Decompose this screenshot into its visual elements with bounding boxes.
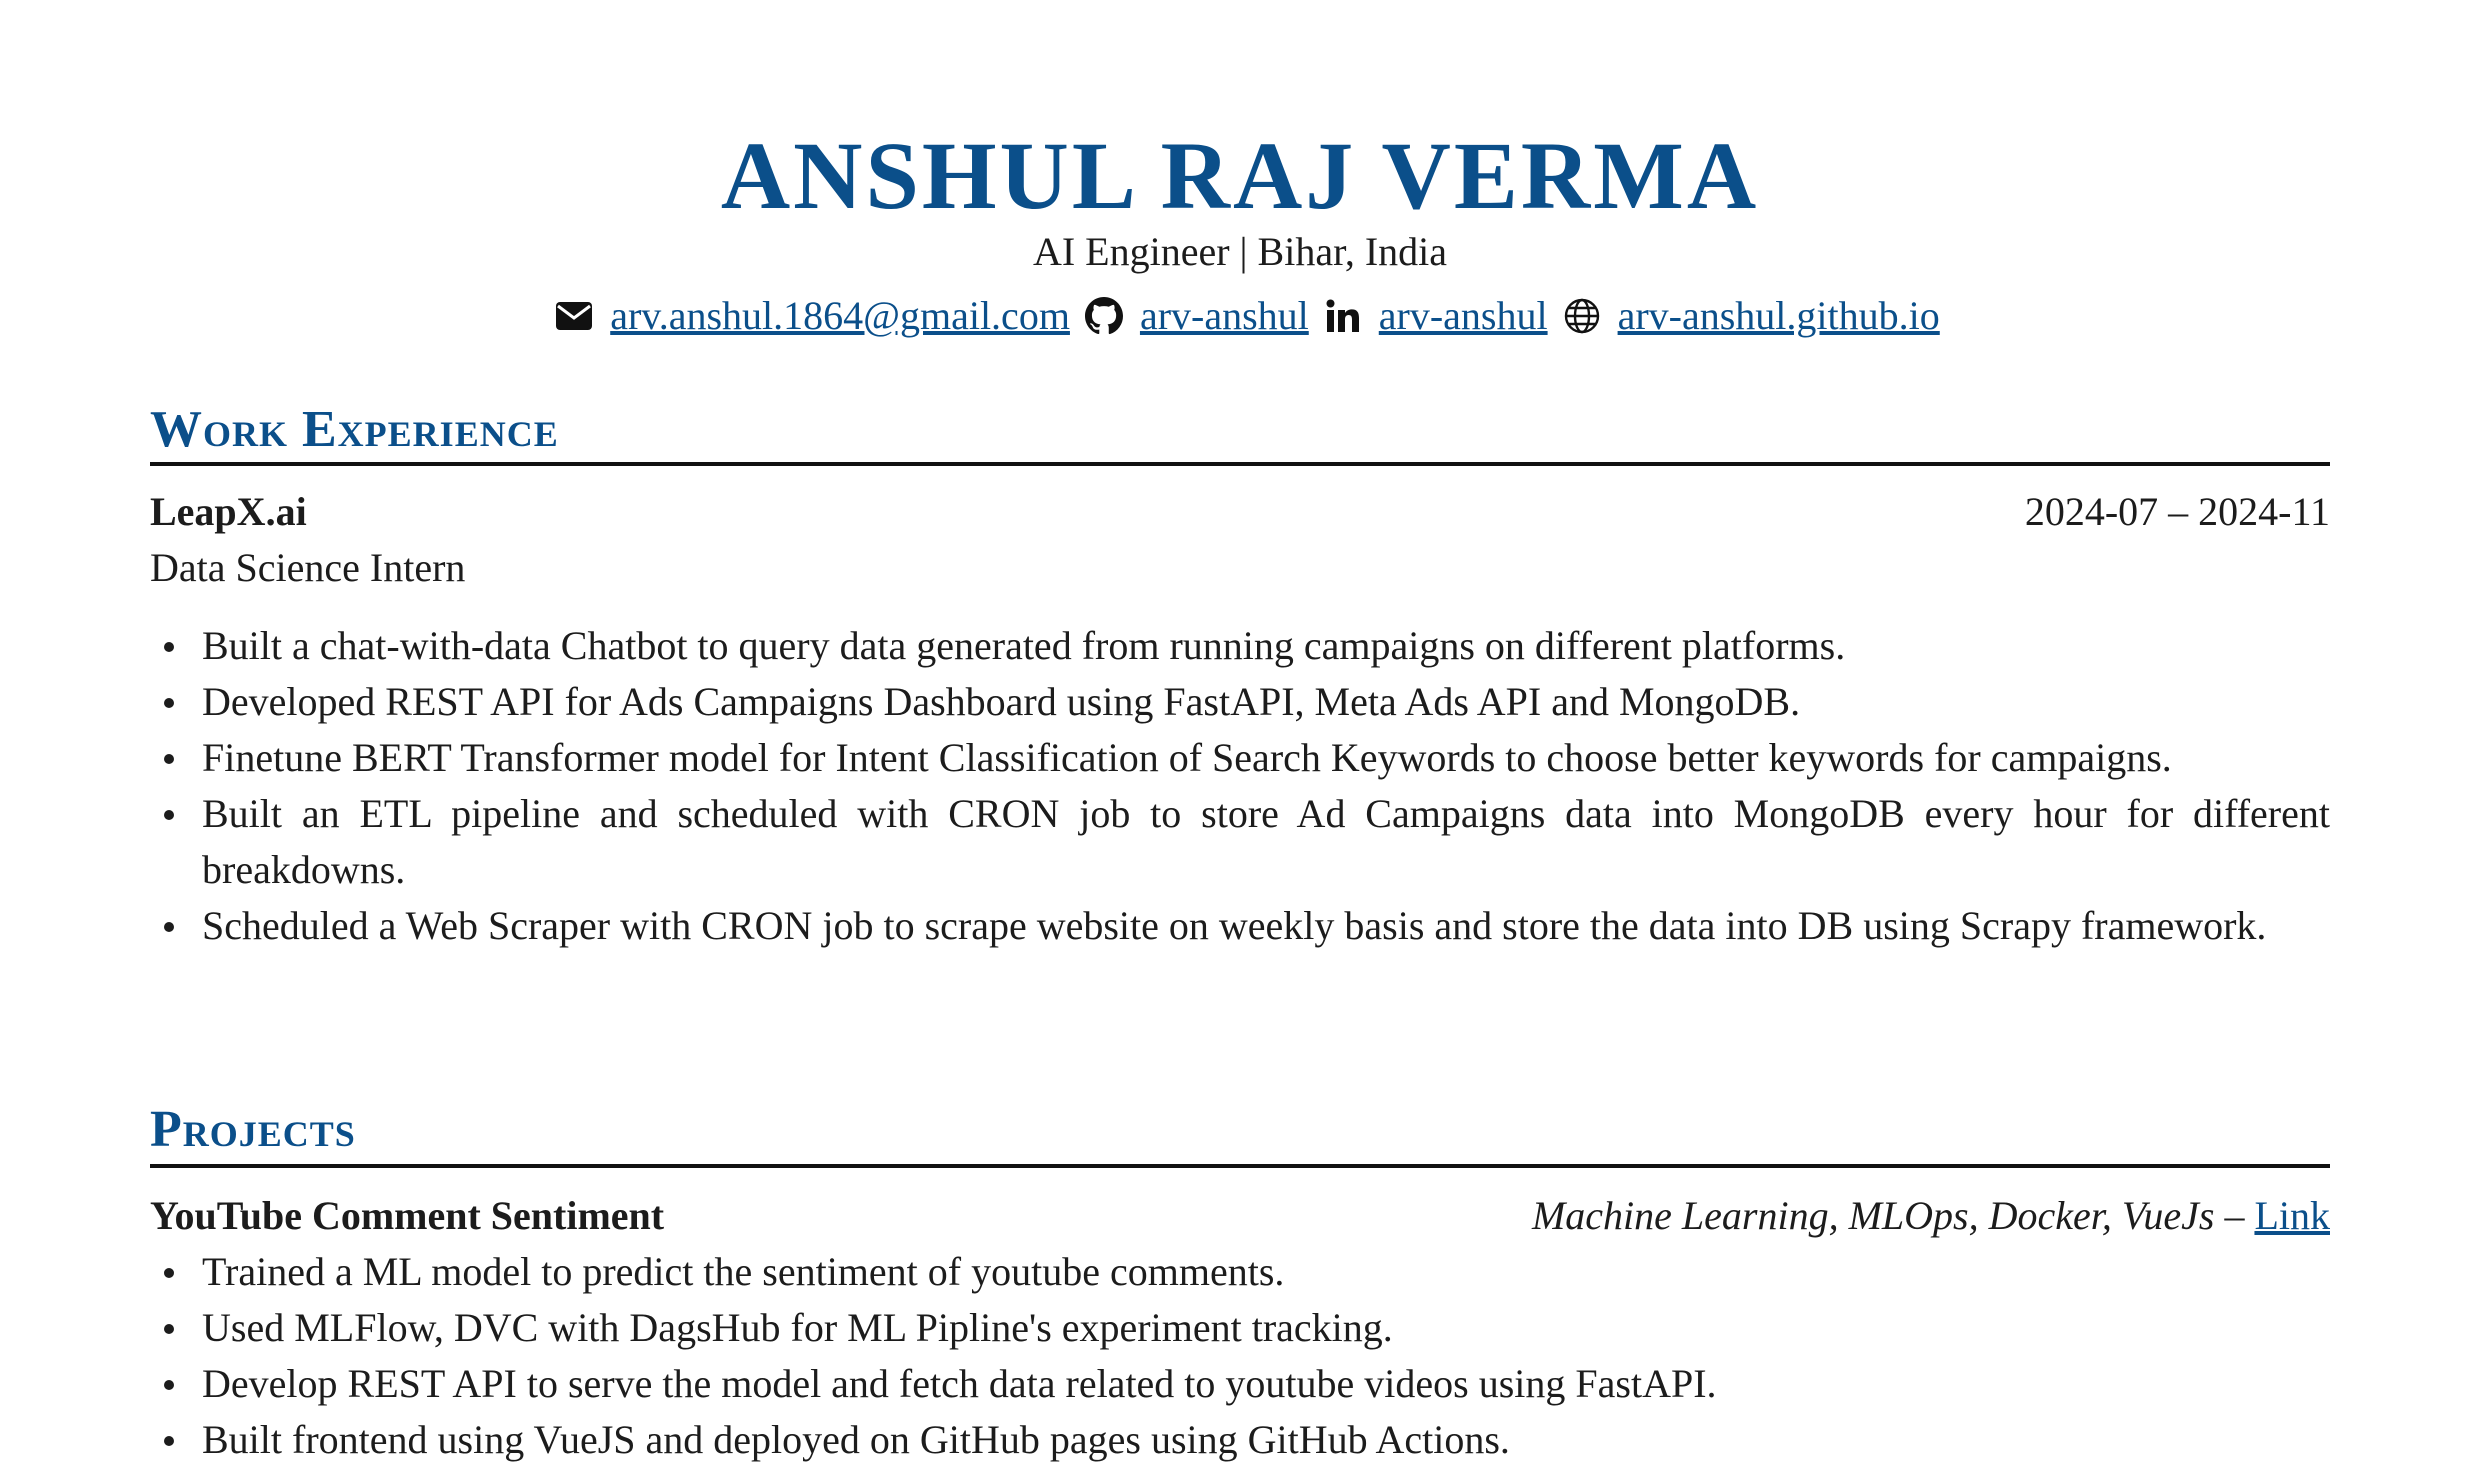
- project-bullets: [150, 1244, 2330, 1468]
- list-item: Develop REST API to serve the model and fetch data related to youtube videos using FastAPI.: [150, 1356, 2330, 1412]
- project-tech: Machine Learning, MLOps, Docker, VueJs: [1531, 1193, 2215, 1238]
- email-link[interactable]: arv.anshul.1864@gmail.com: [610, 293, 1070, 338]
- section-divider: [150, 1164, 2330, 1168]
- list-item: Used MLFlow, DVC with DagsHub for ML Pipline's experiment tracking.: [150, 1300, 2330, 1356]
- list-item: Built a chat-with-data Chatbot to query data generated from running campaigns on different platforms.: [150, 618, 2330, 674]
- tagline: AI Engineer | Bihar, India: [1032, 229, 1448, 274]
- section-title-projects: Projects: [150, 1101, 356, 1158]
- globe-icon: [1562, 296, 1602, 336]
- linkedin-icon: [1323, 296, 1363, 336]
- job-bullets: [150, 618, 2330, 954]
- candidate-name: ANSHUL RAJ VERMA: [720, 122, 1760, 229]
- list-item: Trained a ML model to predict the sentiment of youtube comments.: [150, 1244, 2330, 1300]
- website-link[interactable]: arv-anshul.github.io: [1617, 293, 1940, 338]
- list-item: Scheduled a Web Scraper with CRON job to scrape website on weekly basis and store the data into DB using Scrapy framework.: [150, 898, 2330, 954]
- envelope-icon: [554, 296, 594, 336]
- list-item: Built frontend using VueJS and deployed on GitHub pages using GitHub Actions.: [150, 1412, 2330, 1468]
- github-icon: [1084, 296, 1124, 336]
- section-divider: [150, 462, 2330, 466]
- project-separator: –: [2224, 1193, 2245, 1238]
- job-dates: 2024-07 – 2024-11: [2024, 489, 2330, 534]
- job-role: Data Science Intern: [150, 545, 466, 590]
- list-item: Built an ETL pipeline and scheduled with CRON job to store Ad Campaigns data into MongoDB every hour for different breakdowns.: [150, 786, 2330, 898]
- contact-bar: [150, 293, 2330, 338]
- project-meta: [1531, 1193, 2330, 1238]
- github-link[interactable]: arv-anshul: [1139, 293, 1309, 338]
- section-title-work: Work Experience: [150, 401, 559, 458]
- company-name: LeapX.ai: [150, 489, 307, 534]
- project-link[interactable]: Link: [2254, 1193, 2330, 1238]
- list-item: Finetune BERT Transformer model for Intent Classification of Search Keywords to choose better keywords for campaigns.: [150, 730, 2330, 786]
- linkedin-link[interactable]: arv-anshul: [1378, 293, 1548, 338]
- list-item: Developed REST API for Ads Campaigns Dashboard using FastAPI, Meta Ads API and MongoDB.: [150, 674, 2330, 730]
- project-name: YouTube Comment Sentiment: [150, 1193, 665, 1238]
